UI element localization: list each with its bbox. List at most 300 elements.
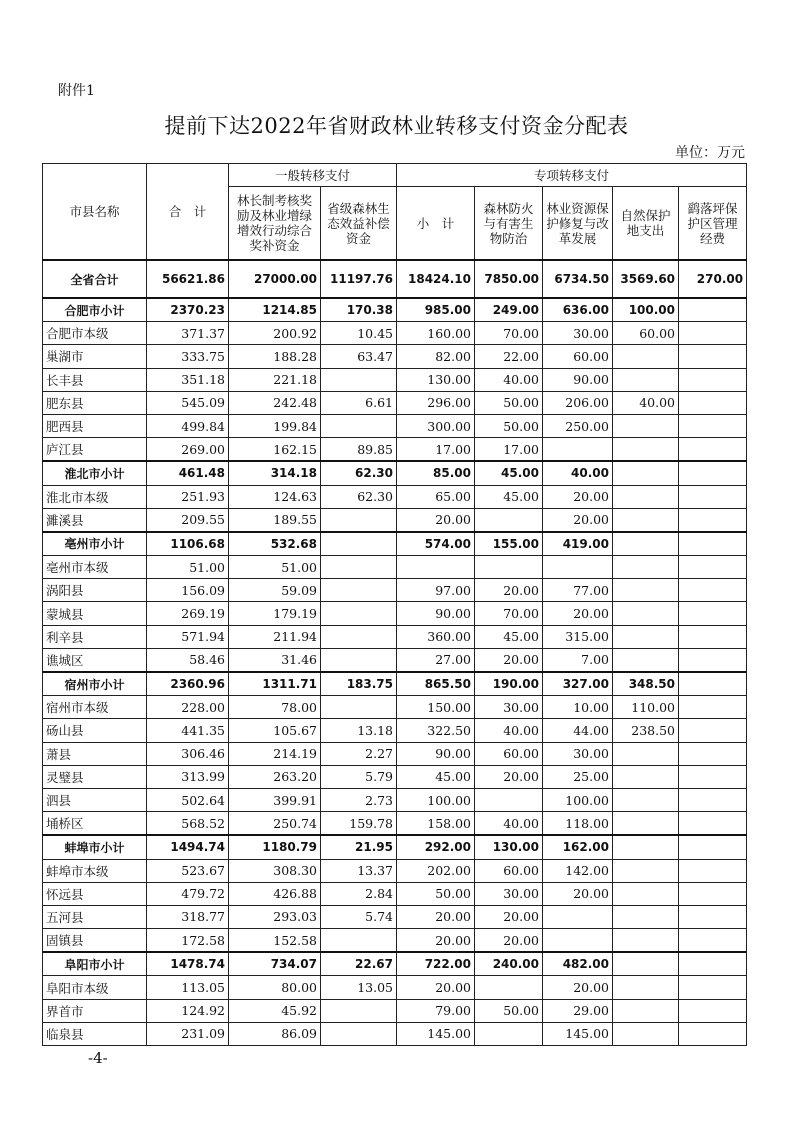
unit-label: 单位：万元	[675, 145, 745, 161]
value-cell: 85.00	[397, 461, 475, 485]
value-cell: 532.68	[229, 532, 321, 556]
value-cell: 250.74	[229, 812, 321, 836]
table-row	[43, 788, 747, 811]
value-cell: 70.00	[475, 602, 543, 625]
value-cell: 2360.96	[147, 672, 229, 696]
value-cell	[321, 532, 397, 556]
value-cell: 29.00	[543, 999, 613, 1022]
value-cell: 250.00	[543, 414, 613, 437]
table-row	[43, 322, 747, 345]
value-cell	[679, 812, 747, 836]
header-general-group: 一般转移支付	[229, 164, 397, 187]
region-name-cell: 合肥市小计	[43, 298, 147, 322]
value-cell: 20.00	[543, 882, 613, 905]
value-cell	[475, 1022, 543, 1045]
table-row	[43, 602, 747, 625]
value-cell	[321, 999, 397, 1022]
value-cell: 221.18	[229, 368, 321, 391]
value-cell: 45.00	[475, 625, 543, 648]
value-cell	[679, 391, 747, 414]
value-cell: 189.55	[229, 508, 321, 532]
region-name-cell: 埇桥区	[43, 812, 147, 836]
value-cell: 200.92	[229, 322, 321, 345]
value-cell: 172.58	[147, 929, 229, 953]
value-cell	[321, 508, 397, 532]
value-cell	[613, 602, 679, 625]
table-row	[43, 929, 747, 953]
region-name-cell: 宿州市小计	[43, 672, 147, 696]
region-name-cell: 淮北市小计	[43, 461, 147, 485]
value-cell	[679, 719, 747, 742]
header-special-2: 林业资源保护修复与改革发展	[543, 187, 613, 261]
value-cell	[321, 368, 397, 391]
value-cell	[679, 929, 747, 953]
value-cell: 322.50	[397, 719, 475, 742]
value-cell: 7850.00	[475, 260, 543, 298]
value-cell: 574.00	[397, 532, 475, 556]
value-cell: 58.46	[147, 648, 229, 672]
value-cell: 333.75	[147, 345, 229, 368]
table-row-subtotal	[43, 532, 747, 556]
value-cell: 63.47	[321, 345, 397, 368]
table-row	[43, 1022, 747, 1045]
value-cell	[321, 579, 397, 602]
table-row-subtotal	[43, 461, 747, 485]
value-cell: 249.00	[475, 298, 543, 322]
value-cell	[679, 976, 747, 999]
value-cell: 231.09	[147, 1022, 229, 1045]
table-row	[43, 579, 747, 602]
value-cell: 79.00	[397, 999, 475, 1022]
value-cell: 441.35	[147, 719, 229, 742]
value-cell: 11197.76	[321, 260, 397, 298]
value-cell: 50.00	[475, 999, 543, 1022]
value-cell: 45.00	[475, 461, 543, 485]
value-cell	[613, 625, 679, 648]
region-name-cell: 界首市	[43, 999, 147, 1022]
value-cell: 296.00	[397, 391, 475, 414]
value-cell: 318.77	[147, 905, 229, 928]
value-cell: 306.46	[147, 742, 229, 765]
value-cell: 70.00	[475, 322, 543, 345]
value-cell: 130.00	[397, 368, 475, 391]
table-row	[43, 625, 747, 648]
value-cell	[679, 648, 747, 672]
value-cell	[321, 648, 397, 672]
region-name-cell: 利辛县	[43, 625, 147, 648]
value-cell: 150.00	[397, 696, 475, 719]
header-total: 合 计	[147, 164, 229, 261]
value-cell	[679, 835, 747, 859]
value-cell: 124.92	[147, 999, 229, 1022]
attachment-label: 附件1	[58, 83, 95, 99]
table-row	[43, 368, 747, 391]
value-cell: 251.93	[147, 485, 229, 508]
value-cell: 20.00	[397, 976, 475, 999]
value-cell	[613, 461, 679, 485]
region-name-cell: 阜阳市小计	[43, 952, 147, 976]
page-number: -4-	[88, 1049, 108, 1067]
value-cell: 100.00	[543, 788, 613, 811]
value-cell	[679, 438, 747, 462]
value-cell: 21.95	[321, 835, 397, 859]
value-cell: 568.52	[147, 812, 229, 836]
value-cell	[679, 905, 747, 928]
value-cell: 22.00	[475, 345, 543, 368]
region-name-cell: 亳州市小计	[43, 532, 147, 556]
value-cell	[543, 438, 613, 462]
region-name-cell: 泗县	[43, 788, 147, 811]
value-cell: 124.63	[229, 485, 321, 508]
value-cell	[397, 556, 475, 579]
value-cell: 240.00	[475, 952, 543, 976]
value-cell: 20.00	[397, 929, 475, 953]
value-cell: 2.27	[321, 742, 397, 765]
table-row	[43, 812, 747, 836]
value-cell	[613, 368, 679, 391]
value-cell	[679, 625, 747, 648]
value-cell: 30.00	[543, 322, 613, 345]
value-cell	[679, 672, 747, 696]
value-cell	[613, 742, 679, 765]
region-name-cell: 谯城区	[43, 648, 147, 672]
value-cell: 77.00	[543, 579, 613, 602]
region-name-cell: 砀山县	[43, 719, 147, 742]
region-name-cell: 全省合计	[43, 260, 147, 298]
region-name-cell: 庐江县	[43, 438, 147, 462]
value-cell	[679, 788, 747, 811]
value-cell: 60.00	[475, 742, 543, 765]
value-cell: 40.00	[543, 461, 613, 485]
table-row	[43, 648, 747, 672]
value-cell: 86.09	[229, 1022, 321, 1045]
value-cell: 188.28	[229, 345, 321, 368]
value-cell	[543, 929, 613, 953]
value-cell: 162.15	[229, 438, 321, 462]
value-cell	[613, 532, 679, 556]
region-name-cell: 临泉县	[43, 1022, 147, 1045]
value-cell	[679, 298, 747, 322]
allocation-table	[42, 163, 747, 1046]
value-cell	[613, 765, 679, 788]
value-cell	[321, 625, 397, 648]
header-region: 市县名称	[43, 164, 147, 261]
value-cell: 461.48	[147, 461, 229, 485]
value-cell: 45.00	[397, 765, 475, 788]
value-cell	[679, 532, 747, 556]
value-cell: 31.46	[229, 648, 321, 672]
value-cell: 202.00	[397, 859, 475, 882]
value-cell	[613, 929, 679, 953]
region-name-cell: 灵璧县	[43, 765, 147, 788]
value-cell: 327.00	[543, 672, 613, 696]
value-cell: 45.00	[475, 485, 543, 508]
value-cell: 142.00	[543, 859, 613, 882]
value-cell	[475, 556, 543, 579]
value-cell: 20.00	[397, 905, 475, 928]
region-name-cell: 肥东县	[43, 391, 147, 414]
value-cell: 20.00	[543, 508, 613, 532]
value-cell: 13.37	[321, 859, 397, 882]
value-cell: 313.99	[147, 765, 229, 788]
value-cell: 426.88	[229, 882, 321, 905]
value-cell	[679, 485, 747, 508]
value-cell: 90.00	[397, 742, 475, 765]
value-cell: 20.00	[475, 648, 543, 672]
value-cell: 2.84	[321, 882, 397, 905]
value-cell: 214.19	[229, 742, 321, 765]
value-cell	[679, 696, 747, 719]
value-cell: 80.00	[229, 976, 321, 999]
region-name-cell: 蚌埠市小计	[43, 835, 147, 859]
value-cell: 315.00	[543, 625, 613, 648]
header-special-1: 森林防火与有害生物防治	[475, 187, 543, 261]
table-row	[43, 485, 747, 508]
table-body	[43, 260, 747, 1046]
value-cell: 156.09	[147, 579, 229, 602]
value-cell: 162.00	[543, 835, 613, 859]
value-cell	[613, 508, 679, 532]
value-cell	[613, 976, 679, 999]
value-cell: 865.50	[397, 672, 475, 696]
value-cell: 2.73	[321, 788, 397, 811]
value-cell: 360.00	[397, 625, 475, 648]
header-special-group: 专项转移支付	[397, 164, 747, 187]
value-cell: 50.00	[397, 882, 475, 905]
value-cell	[679, 602, 747, 625]
value-cell: 734.07	[229, 952, 321, 976]
value-cell: 100.00	[613, 298, 679, 322]
table-row	[43, 719, 747, 742]
value-cell: 110.00	[613, 696, 679, 719]
value-cell: 90.00	[397, 602, 475, 625]
value-cell: 571.94	[147, 625, 229, 648]
region-name-cell: 怀远县	[43, 882, 147, 905]
region-name-cell: 蚌埠市本级	[43, 859, 147, 882]
region-name-cell: 肥西县	[43, 414, 147, 437]
value-cell: 17.00	[475, 438, 543, 462]
value-cell: 5.79	[321, 765, 397, 788]
value-cell: 30.00	[475, 882, 543, 905]
value-cell: 190.00	[475, 672, 543, 696]
value-cell: 20.00	[475, 579, 543, 602]
table-row	[43, 999, 747, 1022]
value-cell: 348.50	[613, 672, 679, 696]
value-cell: 152.58	[229, 929, 321, 953]
value-cell: 502.64	[147, 788, 229, 811]
value-cell: 145.00	[397, 1022, 475, 1045]
region-name-cell: 蒙城县	[43, 602, 147, 625]
value-cell: 1311.71	[229, 672, 321, 696]
region-name-cell: 亳州市本级	[43, 556, 147, 579]
value-cell: 5.74	[321, 905, 397, 928]
value-cell: 722.00	[397, 952, 475, 976]
header-general-2: 省级森林生态效益补偿资金	[321, 187, 397, 261]
value-cell: 60.00	[475, 859, 543, 882]
value-cell	[613, 579, 679, 602]
value-cell: 60.00	[613, 322, 679, 345]
value-cell	[613, 812, 679, 836]
value-cell: 10.45	[321, 322, 397, 345]
value-cell: 179.19	[229, 602, 321, 625]
value-cell: 270.00	[679, 260, 747, 298]
value-cell: 269.00	[147, 438, 229, 462]
value-cell: 6.61	[321, 391, 397, 414]
value-cell: 20.00	[543, 602, 613, 625]
value-cell	[679, 322, 747, 345]
value-cell	[679, 345, 747, 368]
value-cell: 20.00	[475, 765, 543, 788]
value-cell: 7.00	[543, 648, 613, 672]
value-cell: 56621.86	[147, 260, 229, 298]
value-cell: 40.00	[475, 719, 543, 742]
value-cell	[613, 438, 679, 462]
value-cell: 419.00	[543, 532, 613, 556]
value-cell	[679, 765, 747, 788]
table-row	[43, 345, 747, 368]
value-cell: 1494.74	[147, 835, 229, 859]
header-special-subtotal: 小 计	[397, 187, 475, 261]
value-cell	[321, 414, 397, 437]
value-cell	[679, 742, 747, 765]
table-row	[43, 438, 747, 462]
table-row	[43, 556, 747, 579]
value-cell: 985.00	[397, 298, 475, 322]
region-name-cell: 宿州市本级	[43, 696, 147, 719]
table-row	[43, 742, 747, 765]
value-cell: 300.00	[397, 414, 475, 437]
table-row	[43, 859, 747, 882]
value-cell: 40.00	[613, 391, 679, 414]
value-cell: 183.75	[321, 672, 397, 696]
value-cell	[543, 556, 613, 579]
region-name-cell: 五河县	[43, 905, 147, 928]
value-cell: 50.00	[475, 414, 543, 437]
value-cell	[679, 859, 747, 882]
value-cell: 263.20	[229, 765, 321, 788]
value-cell: 145.00	[543, 1022, 613, 1045]
header-general-1: 林长制考核奖励及林业增绿增效行动综合奖补资金	[229, 187, 321, 261]
value-cell	[613, 859, 679, 882]
value-cell	[679, 556, 747, 579]
value-cell: 20.00	[543, 976, 613, 999]
table-row-subtotal	[43, 835, 747, 859]
value-cell: 100.00	[397, 788, 475, 811]
value-cell: 20.00	[397, 508, 475, 532]
table-row	[43, 765, 747, 788]
value-cell	[321, 1022, 397, 1045]
value-cell: 3569.60	[613, 260, 679, 298]
value-cell: 17.00	[397, 438, 475, 462]
value-cell: 130.00	[475, 835, 543, 859]
value-cell: 228.00	[147, 696, 229, 719]
value-cell	[679, 414, 747, 437]
value-cell: 242.48	[229, 391, 321, 414]
region-name-cell: 阜阳市本级	[43, 976, 147, 999]
region-name-cell: 淮北市本级	[43, 485, 147, 508]
value-cell	[613, 882, 679, 905]
value-cell	[321, 556, 397, 579]
value-cell	[613, 648, 679, 672]
value-cell: 209.55	[147, 508, 229, 532]
value-cell: 22.67	[321, 952, 397, 976]
value-cell: 25.00	[543, 765, 613, 788]
table-row	[43, 414, 747, 437]
value-cell: 40.00	[475, 812, 543, 836]
value-cell	[613, 788, 679, 811]
value-cell: 105.67	[229, 719, 321, 742]
region-name-cell: 巢湖市	[43, 345, 147, 368]
value-cell: 371.37	[147, 322, 229, 345]
region-name-cell: 合肥市本级	[43, 322, 147, 345]
value-cell: 40.00	[475, 368, 543, 391]
value-cell: 59.09	[229, 579, 321, 602]
header-special-4: 鹞落坪保护区管理经费	[679, 187, 747, 261]
value-cell: 30.00	[475, 696, 543, 719]
value-cell: 1478.74	[147, 952, 229, 976]
value-cell: 293.03	[229, 905, 321, 928]
table-row	[43, 882, 747, 905]
value-cell: 20.00	[475, 905, 543, 928]
value-cell	[613, 1022, 679, 1045]
table-row	[43, 976, 747, 999]
value-cell: 13.05	[321, 976, 397, 999]
value-cell: 60.00	[543, 345, 613, 368]
value-cell: 269.19	[147, 602, 229, 625]
value-cell: 170.38	[321, 298, 397, 322]
table-row	[43, 508, 747, 532]
value-cell	[543, 905, 613, 928]
value-cell: 10.00	[543, 696, 613, 719]
value-cell: 636.00	[543, 298, 613, 322]
value-cell: 351.18	[147, 368, 229, 391]
value-cell: 399.91	[229, 788, 321, 811]
table-row-subtotal	[43, 672, 747, 696]
value-cell: 308.30	[229, 859, 321, 882]
value-cell: 20.00	[475, 929, 543, 953]
value-cell: 155.00	[475, 532, 543, 556]
value-cell: 292.00	[397, 835, 475, 859]
value-cell: 30.00	[543, 742, 613, 765]
value-cell: 158.00	[397, 812, 475, 836]
value-cell: 206.00	[543, 391, 613, 414]
value-cell	[613, 952, 679, 976]
value-cell: 90.00	[543, 368, 613, 391]
value-cell	[679, 882, 747, 905]
value-cell	[679, 508, 747, 532]
value-cell: 62.30	[321, 461, 397, 485]
header-special-3: 自然保护地支出	[613, 187, 679, 261]
document-title: 提前下达2022年省财政林业转移支付资金分配表	[164, 114, 629, 138]
value-cell: 1214.85	[229, 298, 321, 322]
value-cell: 89.85	[321, 438, 397, 462]
value-cell: 314.18	[229, 461, 321, 485]
region-name-cell: 固镇县	[43, 929, 147, 953]
value-cell: 20.00	[543, 485, 613, 508]
value-cell: 78.00	[229, 696, 321, 719]
table-row	[43, 905, 747, 928]
value-cell	[679, 999, 747, 1022]
value-cell: 545.09	[147, 391, 229, 414]
value-cell	[321, 602, 397, 625]
value-cell: 62.30	[321, 485, 397, 508]
table-row-total	[43, 260, 747, 298]
region-name-cell: 涡阳县	[43, 579, 147, 602]
value-cell: 523.67	[147, 859, 229, 882]
table-row-subtotal	[43, 298, 747, 322]
value-cell: 482.00	[543, 952, 613, 976]
value-cell: 27000.00	[229, 260, 321, 298]
